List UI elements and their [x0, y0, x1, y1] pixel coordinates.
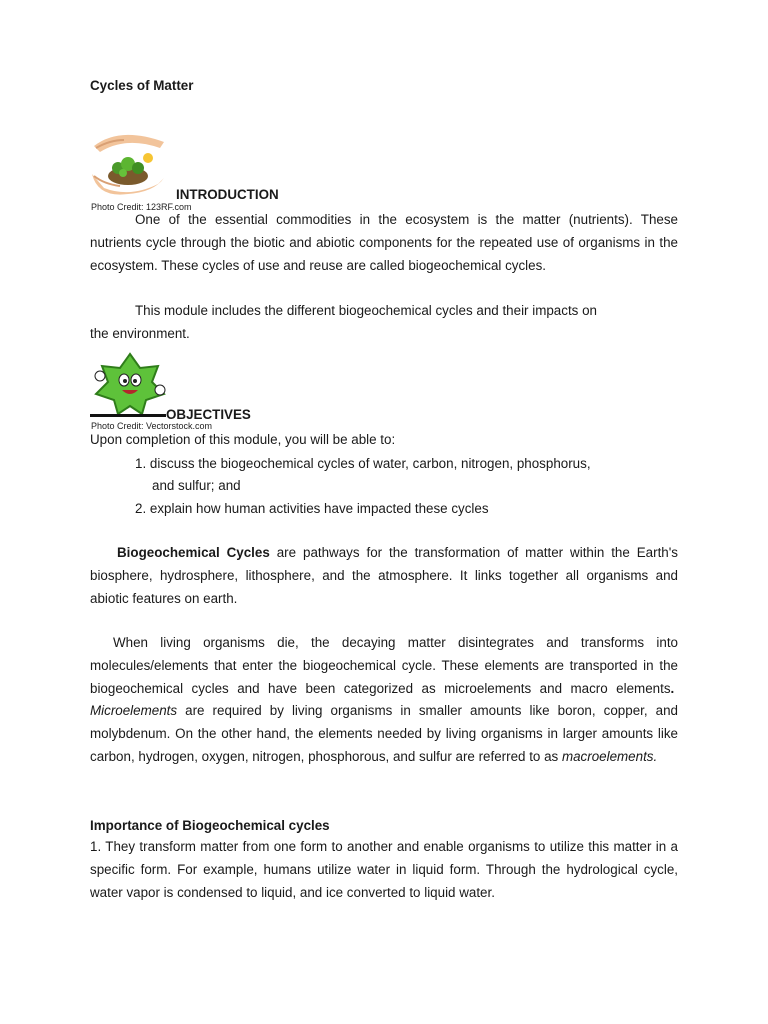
bold-period: .: [670, 680, 675, 696]
microelements-definition: are required by living organisms in smaller amounts like boron, copper, and molybdenum. On the other hand, the elements needed by living organisms in larger amounts like carbon, hydrogen, oxygen, nitrogen, phosphorous, and sulfur are referred to as: [90, 703, 678, 764]
biogeochemical-cycles-definition: are pathways for the transformation of matter within the Earth's biosphere, hydrosphere, lithosphere, and the atmosphere. It links together all organisms and abiotic features on earth.: [90, 545, 678, 606]
photo-credit-intro: Photo Credit: 123RF.com: [91, 202, 192, 212]
section-heading-objectives: OBJECTIVES: [166, 407, 251, 422]
objectives-lead: Upon completion of this module, you will be able to:: [90, 432, 396, 447]
biogeochemical-cycles-term: Biogeochemical Cycles: [117, 545, 270, 560]
intro-paragraph-1: nutrients cycle through the biotic and abiotic components for the repeated use of organisms in the ecosystem. These cycles of use and reuse are called biogeochemical cycles.: [90, 235, 678, 273]
section-heading-introduction: INTRODUCTION: [176, 187, 279, 202]
intro-paragraph-2-first-line: This module includes the different biogeochemical cycles and their impacts on: [135, 303, 597, 318]
macroelements-term: macroelements.: [561, 748, 658, 764]
decaying-matter-paragraph: [90, 632, 678, 769]
intro-paragraph-1-first-line: One of the essential commodities in the ecosystem is the matter (nutrients). These: [135, 212, 678, 227]
photo-credit-objectives: Photo Credit: Vectorstock.com: [91, 421, 213, 431]
microelements-term: Microelements: [90, 703, 178, 719]
leaf-mascot-illustration: [90, 350, 168, 420]
intro-paragraph-2: the environment.: [90, 326, 190, 341]
objective-item-1: 1. discuss the biogeochemical cycles of water, carbon, nitrogen, phosphorus,: [135, 456, 591, 471]
biogeochemical-cycles-paragraph: [90, 542, 678, 610]
importance-heading: Importance of Biogeochemical cycles: [90, 818, 330, 833]
decaying-matter-text: When living organisms die, the decaying matter disintegrates and transforms into molecules/elements that enter the biogeochemical cycle. These elements are transported in the biogeochemical cycles and have been categorized as microelements and macro elements: [90, 635, 678, 696]
objective-item-1-continued: and sulfur; and: [152, 478, 241, 493]
hands-plant-illustration: [90, 128, 166, 200]
document-title: Cycles of Matter: [90, 78, 194, 93]
objective-item-2: 2. explain how human activities have impacted these cycles: [135, 501, 489, 516]
importance-item-1: 1. They transform matter from one form to another and enable organisms to utilize this matter in a specific form. For example, humans utilize water in liquid form. Through the hydrological cycle, water vapor is condensed to liquid, and ice converted to liquid water.: [90, 839, 678, 900]
